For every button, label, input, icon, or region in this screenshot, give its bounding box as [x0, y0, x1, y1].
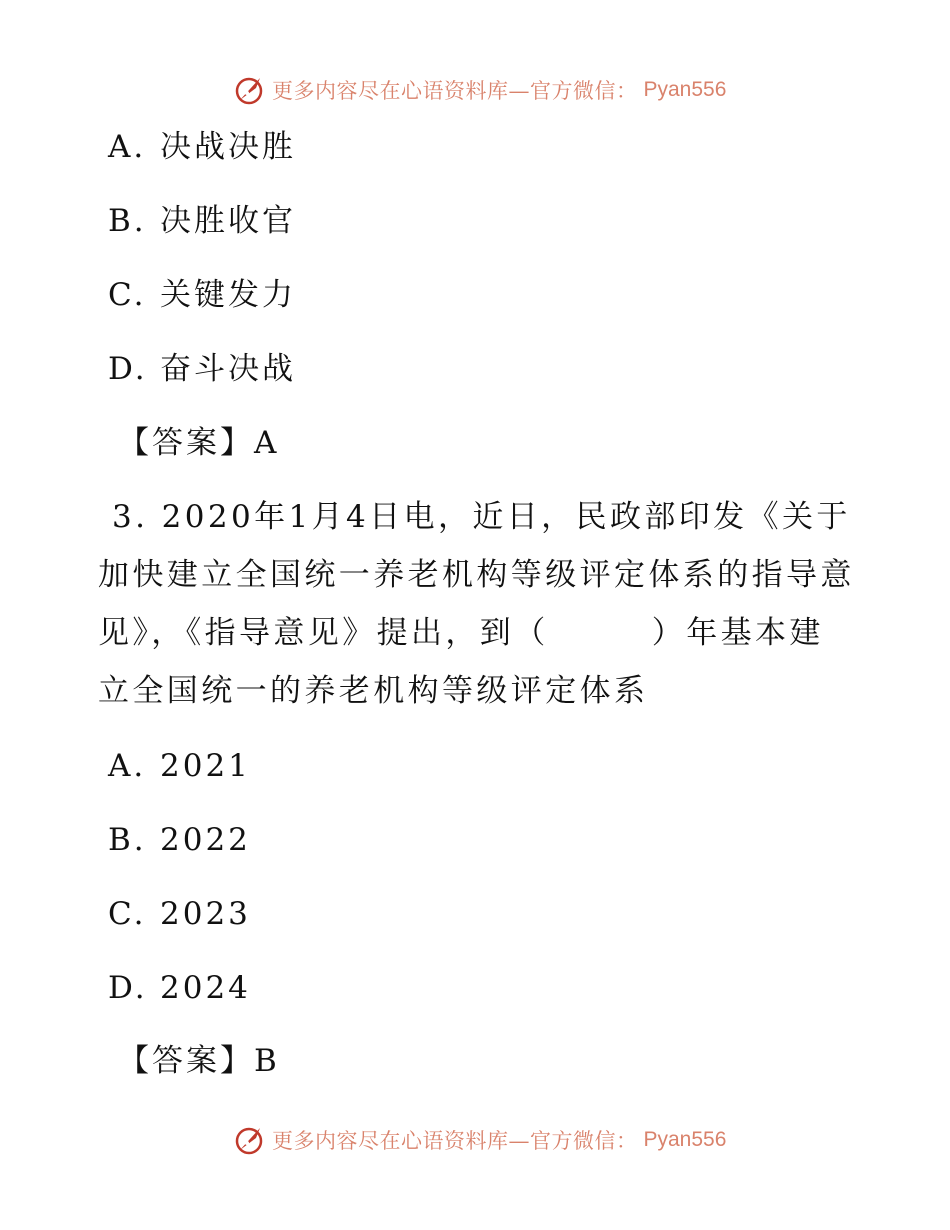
- header-banner: [234, 70, 726, 110]
- question-body: 3. 2020年1月4日电，近日，民政部印发《关于加快建立全国统一养老机构等级评定体系的指导意见》，《指导意见》提出，到（ ）年基本建立全国统一的养老机构等级评定体系: [98, 499, 855, 709]
- option-b: [108, 820, 251, 860]
- answer: 【答案】B: [118, 1043, 280, 1079]
- option-label: A.: [108, 748, 147, 784]
- option-text: 2023: [160, 896, 251, 932]
- option-text: 2021: [160, 748, 251, 784]
- option-a: [108, 127, 296, 167]
- option-label: A.: [108, 129, 147, 165]
- option-c: [108, 275, 296, 315]
- option-label: B.: [108, 822, 147, 858]
- banner-text: 更多内容尽在心语资料库—官方微信：: [272, 79, 638, 103]
- banner-text: 更多内容尽在心语资料库—官方微信：: [272, 1129, 638, 1153]
- option-text: 2024: [160, 970, 251, 1006]
- option-text: 决战决胜: [160, 129, 296, 165]
- option-label: D.: [108, 970, 148, 1006]
- wechat-id: Pyan556: [643, 78, 727, 101]
- option-label: B.: [108, 203, 147, 239]
- option-label: D.: [108, 351, 148, 387]
- option-a: [108, 746, 251, 786]
- footer-banner: [234, 1120, 726, 1160]
- option-text: 关键发力: [160, 277, 296, 313]
- option-c: [108, 894, 251, 934]
- option-label: C.: [108, 277, 147, 313]
- answer: 【答案】A: [118, 425, 280, 461]
- option-text: 2022: [160, 822, 251, 858]
- option-b: [108, 201, 296, 241]
- question-text: [98, 488, 858, 720]
- option-text: 决胜收官: [160, 203, 296, 239]
- option-d: [108, 349, 296, 389]
- quill-circle-icon: [234, 1124, 266, 1156]
- option-d: [108, 968, 251, 1008]
- wechat-id: Pyan556: [643, 1128, 727, 1151]
- option-text: 奋斗决战: [160, 351, 296, 387]
- option-label: C.: [108, 896, 147, 932]
- quill-circle-icon: [234, 74, 266, 106]
